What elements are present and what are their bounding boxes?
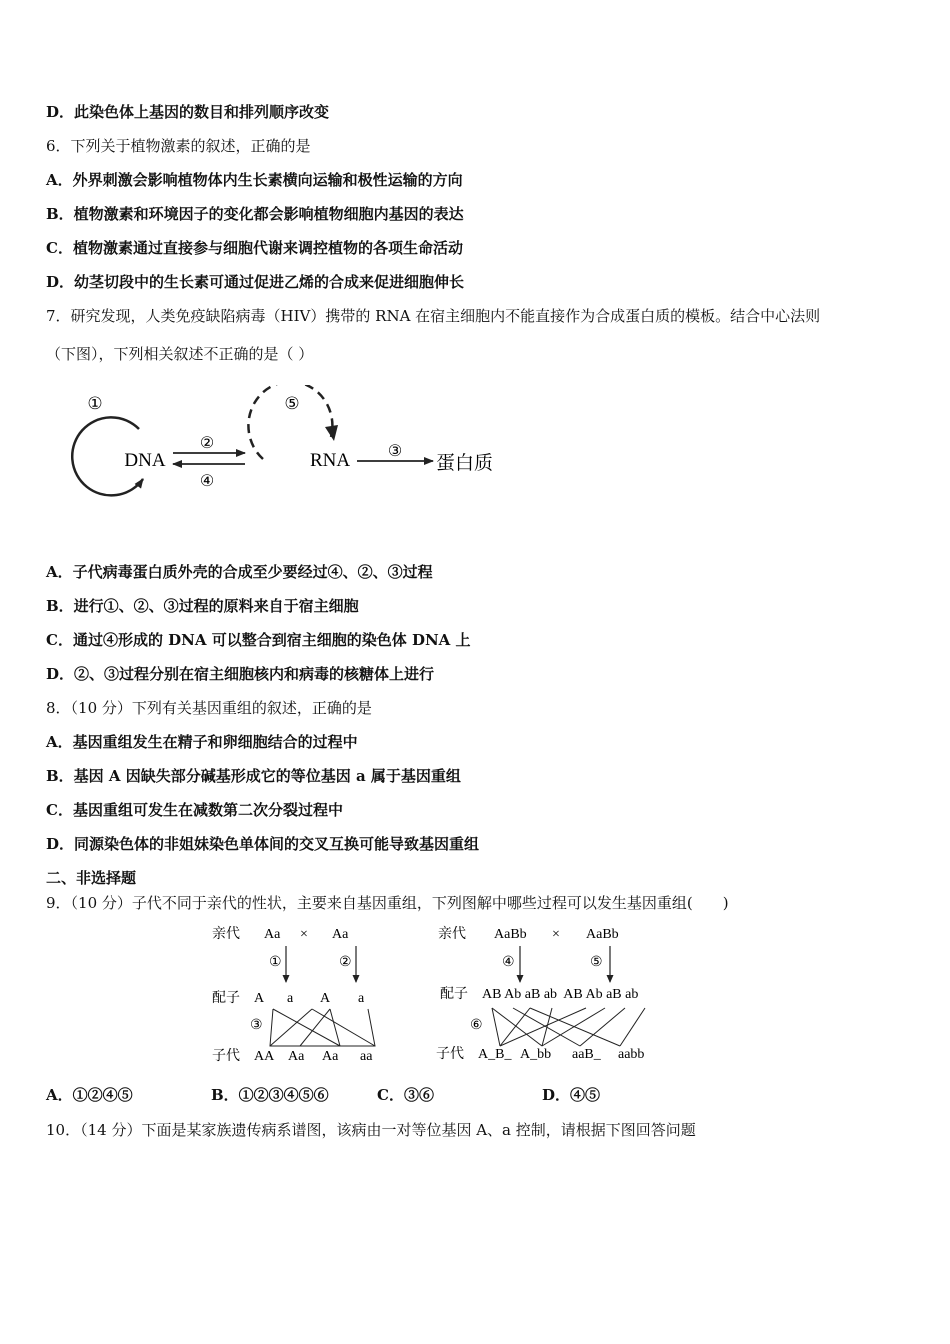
q6-option-a: A．外界刺激会影响植物体内生长素横向运输和极性运输的方向 <box>46 171 463 189</box>
q7-option-d: D．②、③过程分别在宿主细胞核内和病毒的核糖体上进行 <box>46 665 435 683</box>
label-5: ⑤ <box>284 394 300 413</box>
q8-option-d: D．同源染色体的非姐妹染色单体间的交叉互换可能导致基因重组 <box>46 835 480 853</box>
right-gamete-label: 配子 <box>440 987 468 1002</box>
label-3: ③ <box>387 443 403 460</box>
dna-label: DNA <box>124 450 166 471</box>
q9-option-c: C．③⑥ <box>377 1086 434 1104</box>
q9-option-a: A．①②④⑤ <box>46 1086 133 1104</box>
left-offspring-3: Aa <box>322 1049 339 1064</box>
protein-label: 蛋白质 <box>436 453 494 474</box>
left-gamete-1: A <box>254 991 265 1006</box>
right-offspring-2: A_bb <box>520 1047 552 1062</box>
left-parent-1: Aa <box>264 927 281 942</box>
left-circle-1: ① <box>269 955 282 970</box>
q9-option-b: B．①②③④⑤⑥ <box>211 1086 329 1104</box>
left-circle-3: ③ <box>250 1018 263 1033</box>
q8-option-b: B．基因 A 因缺失部分碱基形成它的等位基因 a 属于基因重组 <box>46 767 461 785</box>
q7-stem-line2: （下图），下列相关叙述不正确的是（ ） <box>46 345 314 363</box>
right-offspring-1: A_B_ <box>478 1047 512 1062</box>
q7-option-b: B．进行①、②、③过程的原料来自于宿主细胞 <box>46 597 359 615</box>
right-parent-1: AaBb <box>494 927 527 942</box>
right-circle-4: ④ <box>502 955 515 970</box>
q6-stem: 6．下列关于植物激素的叙述，正确的是 <box>46 137 311 155</box>
q5-option-d: D．此染色体上基因的数目和排列顺序改变 <box>46 103 330 121</box>
left-gamete-4: a <box>358 991 365 1006</box>
q6-option-d: D．幼茎切段中的生长素可通过促进乙烯的合成来促进细胞伸长 <box>46 273 465 291</box>
right-parent-2: AaBb <box>586 927 619 942</box>
q7-stem-line1: 7．研究发现，人类免疫缺陷病毒（HIV）携带的 RNA 在宿主细胞内不能直接作为合成蛋白质的模板。结合中心法则 <box>46 307 821 325</box>
left-gamete-label: 配子 <box>212 991 240 1006</box>
q8-option-c: C．基因重组可发生在减数第二次分裂过程中 <box>46 801 343 819</box>
left-offspring-label: 子代 <box>212 1049 240 1064</box>
q9-option-d: D．④⑤ <box>542 1086 601 1104</box>
right-offspring-label: 子代 <box>436 1047 464 1062</box>
q8-option-a: A．基因重组发生在精子和卵细胞结合的过程中 <box>46 733 358 751</box>
right-parent-label: 亲代 <box>438 927 466 942</box>
q8-stem: 8．（10 分）下列有关基因重组的叙述，正确的是 <box>46 699 372 717</box>
q6-option-c: C．植物激素通过直接参与细胞代谢来调控植物的各项生命活动 <box>46 239 463 257</box>
right-circle-6: ⑥ <box>470 1018 483 1033</box>
left-circle-2: ② <box>339 955 352 970</box>
q10-stem: 10．（14 分）下面是某家族遗传病系谱图，该病由一对等位基因 A、a 控制，请根据下图回答问题 <box>46 1121 696 1139</box>
right-offspring-3: aaB_ <box>572 1047 601 1062</box>
genetic-cross-diagram <box>200 920 680 1068</box>
central-dogma-diagram <box>55 385 515 505</box>
left-parent-label: 亲代 <box>212 927 240 942</box>
right-times: × <box>552 927 560 942</box>
section-title: 二、非选择题 <box>46 869 137 887</box>
left-times: × <box>300 927 308 942</box>
q7-option-a: A．子代病毒蛋白质外壳的合成至少要经过④、②、③过程 <box>46 563 433 581</box>
left-gamete-3: A <box>320 991 331 1006</box>
right-circle-5: ⑤ <box>590 955 603 970</box>
left-parent-2: Aa <box>332 927 349 942</box>
left-offspring-1: AA <box>254 1049 275 1064</box>
left-gamete-2: a <box>287 991 294 1006</box>
label-2: ② <box>199 435 215 452</box>
left-offspring-2: Aa <box>288 1049 305 1064</box>
left-offspring-4: aa <box>360 1049 373 1064</box>
label-1: ① <box>87 394 103 413</box>
q6-option-b: B．植物激素和环境因子的变化都会影响植物细胞内基因的表达 <box>46 205 464 223</box>
q7-option-c: C．通过④形成的 DNA 可以整合到宿主细胞的染色体 DNA 上 <box>46 631 471 649</box>
label-4: ④ <box>199 473 215 490</box>
right-gametes: AB Ab aB ab AB Ab aB ab <box>482 987 639 1002</box>
right-offspring-4: aabb <box>618 1047 645 1062</box>
rna-label: RNA <box>309 450 351 471</box>
q9-stem: 9．（10 分）子代不同于亲代的性状，主要来自基因重组，下列图解中哪些过程可以发生基因重组( ) <box>46 894 729 912</box>
